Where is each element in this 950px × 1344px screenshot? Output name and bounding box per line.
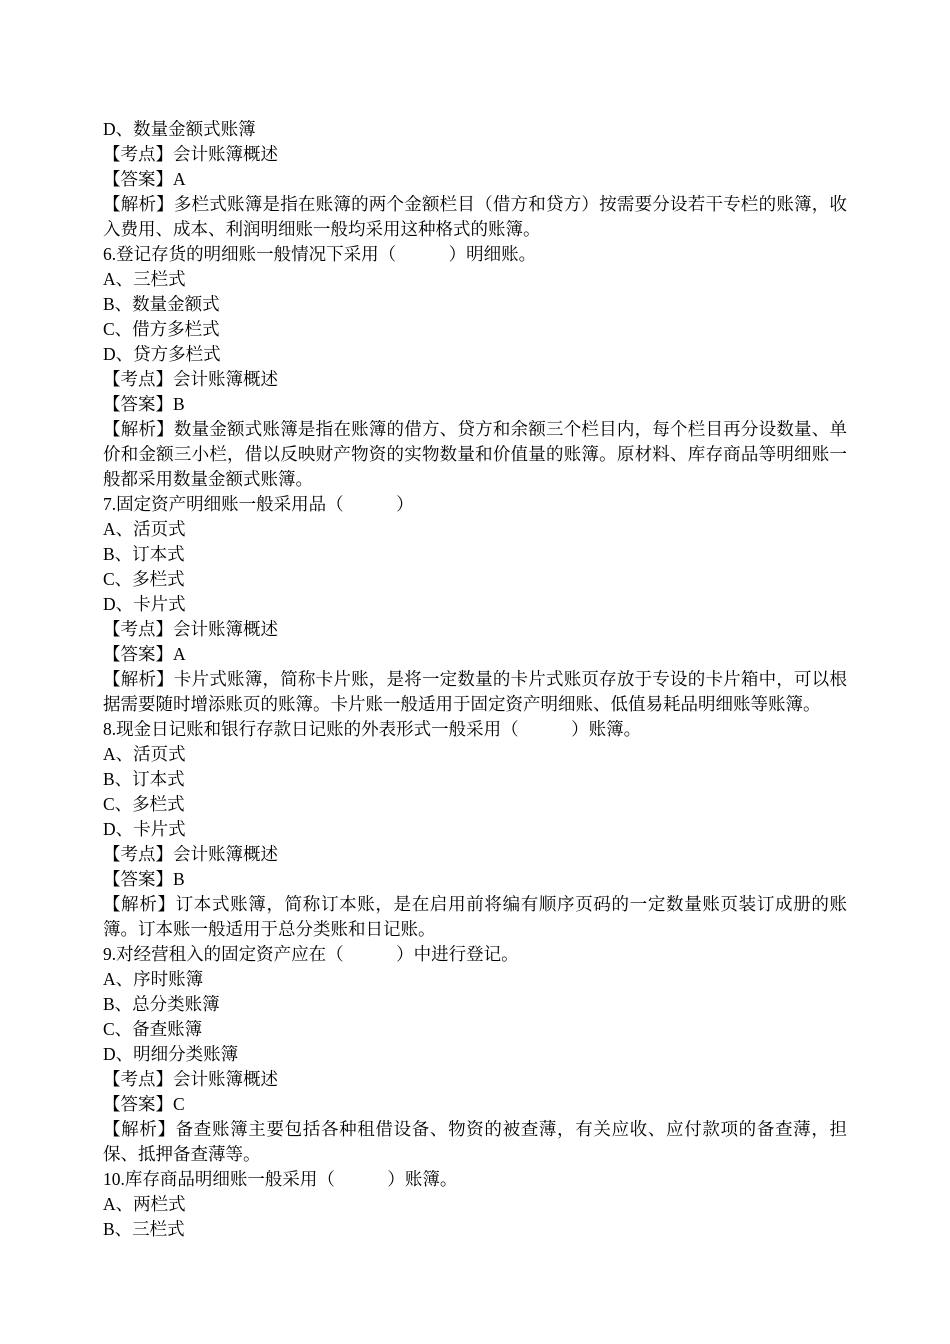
doc-line-stem: 7.固定资产明细账一般采用品（ ） (103, 494, 414, 514)
document-body (103, 117, 847, 1242)
doc-line-point: 【考点】会计账簿概述 (103, 1069, 278, 1089)
question-8 (103, 717, 847, 942)
question-7 (103, 492, 847, 717)
doc-line-option: B、数量金额式 (103, 294, 220, 314)
doc-line-point: 【考点】会计账簿概述 (103, 844, 278, 864)
question-10 (103, 1167, 847, 1242)
doc-line-analysis: 【解析】订本式账簿，简称订本账，是在启用前将编有顺序页码的一定数量账页装订成册的账簿。订本账一般适用于总分类账和日记账。 (103, 894, 847, 939)
doc-line-option: D、卡片式 (103, 819, 186, 839)
doc-line-analysis: 【解析】数量金额式账簿是指在账簿的借方、贷方和余额三个栏目内，每个栏目再分设数量、单价和金额三小栏，借以反映财产物资的实物数量和价值量的账簿。原材料、库存商品等明细账一般都采用数量金额式账簿。 (103, 419, 847, 489)
doc-line-answer: 【答案】A (103, 644, 186, 664)
doc-line-option: D、数量金额式账簿 (103, 119, 256, 139)
doc-line-answer: 【答案】C (103, 1094, 185, 1114)
doc-line-option: A、两栏式 (103, 1194, 186, 1214)
doc-line-option: B、总分类账簿 (103, 994, 220, 1014)
question-5-continuation (103, 117, 847, 242)
doc-line-option: C、多栏式 (103, 794, 185, 814)
doc-line-point: 【考点】会计账簿概述 (103, 144, 278, 164)
question-9 (103, 942, 847, 1167)
doc-line-point: 【考点】会计账簿概述 (103, 619, 278, 639)
doc-line-answer: 【答案】A (103, 169, 186, 189)
doc-line-answer: 【答案】B (103, 394, 185, 414)
doc-line-option: C、借方多栏式 (103, 319, 220, 339)
doc-line-option: D、明细分类账簿 (103, 1044, 239, 1064)
doc-line-answer: 【答案】B (103, 869, 185, 889)
doc-line-analysis: 【解析】备查账簿主要包括各种租借设备、物资的被查薄，有关应收、应付款项的备查薄，担保、抵押备查薄等。 (103, 1119, 847, 1164)
doc-line-stem: 9.对经营租入的固定资产应在（ ）中进行登记。 (103, 944, 519, 964)
doc-line-option: C、多栏式 (103, 569, 185, 589)
doc-line-stem: 10.库存商品明细账一般采用（ ）账簿。 (103, 1169, 458, 1189)
doc-line-option: B、订本式 (103, 769, 185, 789)
doc-line-option: A、活页式 (103, 519, 186, 539)
doc-line-stem: 8.现金日记账和银行存款日记账的外表形式一般采用（ ）账簿。 (103, 719, 642, 739)
doc-line-option: D、卡片式 (103, 594, 186, 614)
doc-line-option: C、备查账簿 (103, 1019, 203, 1039)
doc-line-option: B、三栏式 (103, 1219, 185, 1239)
doc-line-point: 【考点】会计账簿概述 (103, 369, 278, 389)
question-6 (103, 242, 847, 492)
doc-line-option: D、贷方多栏式 (103, 344, 221, 364)
doc-line-option: A、三栏式 (103, 269, 186, 289)
doc-line-option: A、活页式 (103, 744, 186, 764)
doc-line-option: A、序时账簿 (103, 969, 204, 989)
doc-line-stem: 6.登记存货的明细账一般情况下采用（ ）明细账。 (103, 244, 537, 264)
doc-line-analysis: 【解析】卡片式账簿，简称卡片账，是将一定数量的卡片式账页存放于专设的卡片箱中，可以根据需要随时增添账页的账簿。卡片账一般适用于固定资产明细账、低值易耗品明细账等账簿。 (103, 669, 847, 714)
doc-line-analysis: 【解析】多栏式账簿是指在账簿的两个金额栏目（借方和贷方）按需要分设若干专栏的账簿，收入费用、成本、利润明细账一般均采用这种格式的账簿。 (103, 194, 847, 239)
doc-line-option: B、订本式 (103, 544, 185, 564)
